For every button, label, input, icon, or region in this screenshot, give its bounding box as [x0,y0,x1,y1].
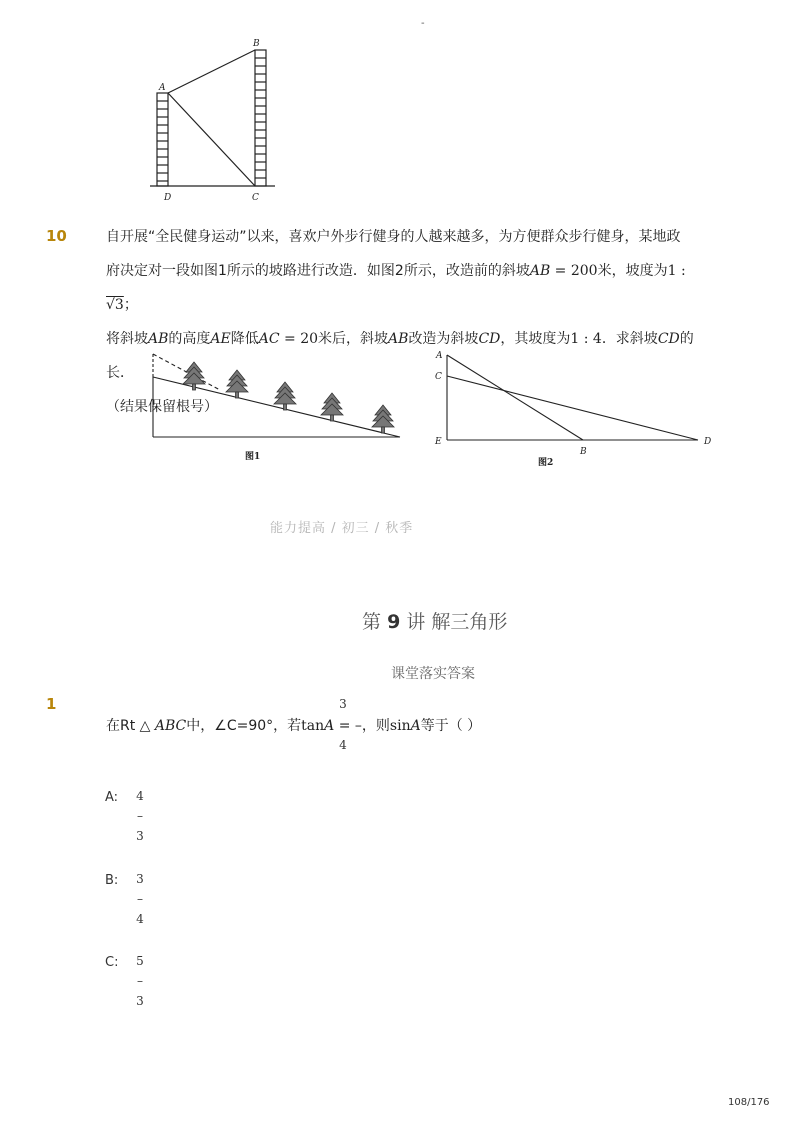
tree-5 [372,405,394,433]
tree-2 [226,370,248,398]
label-A: A [159,83,166,93]
lecture-number: 9 [387,611,401,633]
left-ladder-rungs [157,101,168,181]
option-c-denominator: 3 [136,994,144,1008]
question-1-text: 在Rt △ ABC中，∠C=90°，若tanA = –，则sinA等于（ ） [106,718,482,734]
q10-line-4: （结果保留根号） [106,399,218,415]
fig1-slope [153,377,400,437]
page-number: 108/176 [728,1097,770,1108]
sqrt-3: √3 [106,297,124,313]
option-b-numerator: 3 [136,872,144,886]
fig2-label-E: E [435,437,442,447]
fig2-label-D: D [704,437,712,447]
header-mark: - [421,18,425,29]
option-a-label[interactable]: A: [105,790,119,805]
course-tag: 能力提高 / 初三 / 秋季 [270,521,414,536]
q1-fraction-numerator: 3 [339,697,347,711]
right-ladder-rungs [255,58,266,178]
figure-1-slope [145,350,410,465]
left-ladder [157,93,168,186]
fig2-CD [447,376,698,440]
lecture-title: 第 9 讲 解三角形 [362,611,508,633]
option-b-label[interactable]: B: [105,873,119,888]
section-title: 课堂落实答案 [391,666,475,682]
option-c-label[interactable]: C: [105,955,119,970]
ladder-figure-drawing [150,50,275,186]
q10-line-1: 自开展“全民健身运动”以来，喜欢户外步行健身的人越来越多，为方便群众步行健身，某地政 [106,229,681,245]
option-b-bar: – [137,892,143,906]
figure-2-triangles [430,348,720,460]
ladder-figure [145,35,280,205]
fig2-AB [447,355,583,440]
q1-fraction-denominator: 4 [339,738,347,752]
label-D: D [164,193,172,203]
option-a-numerator: 4 [136,789,144,803]
tree-3 [274,382,296,410]
option-b-denominator: 4 [136,912,144,926]
question-number-1: 1 [46,695,57,713]
option-a-denominator: 3 [136,829,144,843]
label-C: C [252,193,259,203]
segment-AC [168,93,255,186]
fig2-label-B: B [580,447,587,457]
option-a-bar: – [137,809,143,823]
option-c-bar: – [137,974,143,988]
right-ladder [255,50,266,186]
option-c-numerator: 5 [136,954,144,968]
fig2-label-C: C [435,372,442,382]
q10-line-3: 将斜坡AB的高度AE降低AC = 20米后，斜坡AB改造为斜坡CD，其坡度为1 : 4．求斜坡CD的长． [106,331,694,381]
segment-AB [168,50,255,93]
q10-line-2: 府决定对一段如图1所示的坡路进行改造．如图2所示，改造前的斜坡AB = 200米，坡度为1 : √3； [106,263,686,313]
figure-2-caption: 图2 [538,458,554,468]
label-B: B [253,39,260,49]
tree-4 [321,393,343,421]
trees [183,362,394,433]
question-number-10: 10 [46,227,67,245]
fig2-label-A: A [436,351,443,361]
figure-1-caption: 图1 [245,452,261,462]
tree-1 [183,362,205,390]
